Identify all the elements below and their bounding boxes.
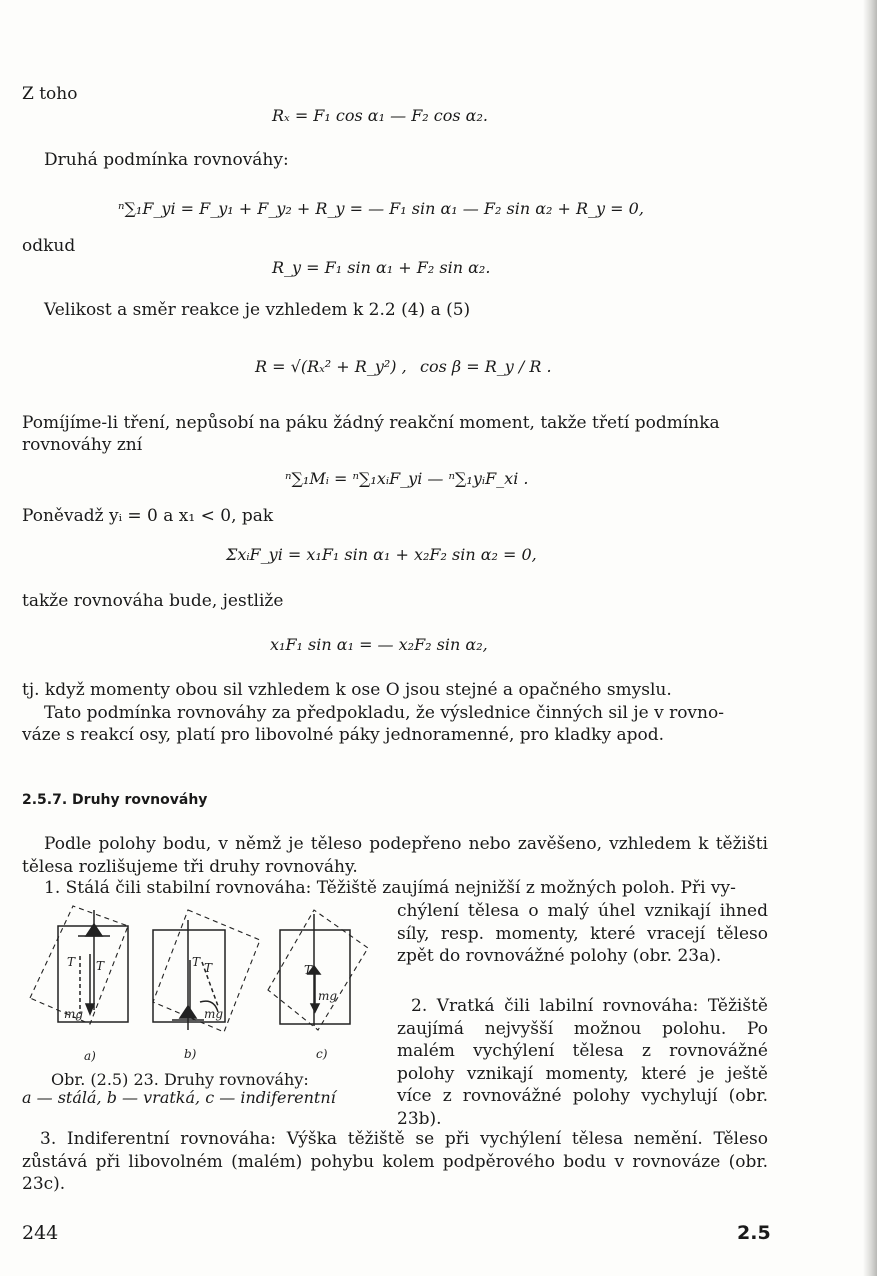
page-edge-shadow (863, 0, 877, 1276)
equation-moment-balance: x₁F₁ sin α₁ = — x₂F₂ sin α₂, (270, 635, 488, 654)
equation-cos-beta: cos β = R_y / R . (420, 357, 552, 376)
figure-caption-1: Obr. (2.5) 23. Druhy rovnováhy: (51, 1070, 309, 1089)
text-stala-1: 1. Stálá čili stabilní rovnováha: Těžiště zaujímá nejnižší z možných poloh. Při vy- (44, 878, 736, 898)
text-pomijime-1: Pomíjíme-li tření, nepůsobí na páku žádný reakční moment, takže třetí podmínka (22, 413, 720, 433)
text-pomijime-2: rovnováhy zní (22, 435, 143, 455)
equation-ry: R_y = F₁ sin α₁ + F₂ sin α₂. (272, 258, 491, 277)
figure-caption-2: a — stálá, b — vratká, c — indiferentní (22, 1088, 336, 1107)
label-t-a2: T (96, 959, 105, 973)
equation-sum-xfy: ΣxᵢF_yi = x₁F₁ sin α₁ + x₂F₂ sin α₂ = 0, (226, 545, 537, 564)
label-t-b1: T (192, 955, 201, 969)
equation-sum-moments: ⁿ∑₁Mᵢ = ⁿ∑₁xᵢF_yi — ⁿ∑₁yᵢF_xi . (285, 469, 529, 488)
tilted-body-c (268, 910, 368, 1030)
page-number: 244 (22, 1222, 59, 1244)
text-tj: tj. když momenty obou sil vzhledem k ose O jsou stejné a opačného smyslu. (22, 680, 672, 700)
label-fig-c: c) (316, 1047, 328, 1061)
text-odkud: odkud (22, 236, 76, 256)
text-indiferentni: 3. Indiferentní rovnováha: Výška těžiště se při vychýlení tělesa nemění. Těleso zůstává při libovolném (malém) pohybu kolem podpěrového bodu v rovnováze (obr. 23c). (22, 1129, 768, 1194)
section-heading: 2.5.7. Druhy rovnováhy (22, 792, 208, 808)
text-z-toho: Z toho (22, 84, 78, 104)
text-podle-polohy: Podle polohy bodu, v němž je těleso podepřeno nebo zavěšeno, vzhledem k těžišti tělesa rozlišujeme tři druhy rovnováhy. (22, 834, 768, 877)
text-vratka: 2. Vratká čili labilní rovnováha: Těžiště zaujímá nejvyšší možnou polohu. Po malém vychýlení tělesa z rovnovážné polohy vznikají momenty, které je ještě více z rovnovážné polohy vychylují (obr. 23b). (397, 996, 768, 1129)
section-number: 2.5 (737, 1222, 771, 1244)
label-t-c: T (304, 963, 313, 977)
label-mg-a: mg (64, 1007, 84, 1021)
label-mg-c: mg (318, 989, 338, 1003)
equilibrium-figure (18, 900, 388, 1070)
text-velikost: Velikost a směr reakce je vzhledem k 2.2 (4) a (5) (44, 300, 471, 320)
text-druha-podminka: Druhá podmínka rovnováhy: (44, 150, 289, 170)
equation-r-magnitude: R = √(Rₓ² + R_y²) , (255, 357, 407, 376)
label-fig-a: a) (84, 1049, 96, 1063)
label-t-b2: T (204, 961, 213, 975)
label-fig-b: b) (184, 1047, 197, 1061)
text-takze: takže rovnováha bude, jestliže (22, 591, 284, 611)
text-ponevadz: Poněvadž yᵢ = 0 a x₁ < 0, pak (22, 506, 274, 526)
text-tato-1: Tato podmínka rovnováhy za předpokladu, že výslednice činných sil je v rovno- (44, 703, 724, 723)
text-stala-2: chýlení tělesa o malý úhel vznikají ihned síly, resp. momenty, které vracejí těleso zpět do rovnovážné polohy (obr. 23a). (397, 901, 768, 966)
label-t-a1: T (67, 955, 76, 969)
equation-sum-fy: ⁿ∑₁F_yi = F_y₁ + F_y₂ + R_y = — F₁ sin α₁ — F₂ sin α₂ + R_y = 0, (118, 199, 644, 218)
equation-rx: Rₓ = F₁ cos α₁ — F₂ cos α₂. (272, 106, 488, 125)
label-mg-b: mg (204, 1007, 224, 1021)
text-tato-2: váze s reakcí osy, platí pro libovolné páky jednoramenné, pro kladky apod. (22, 725, 665, 745)
